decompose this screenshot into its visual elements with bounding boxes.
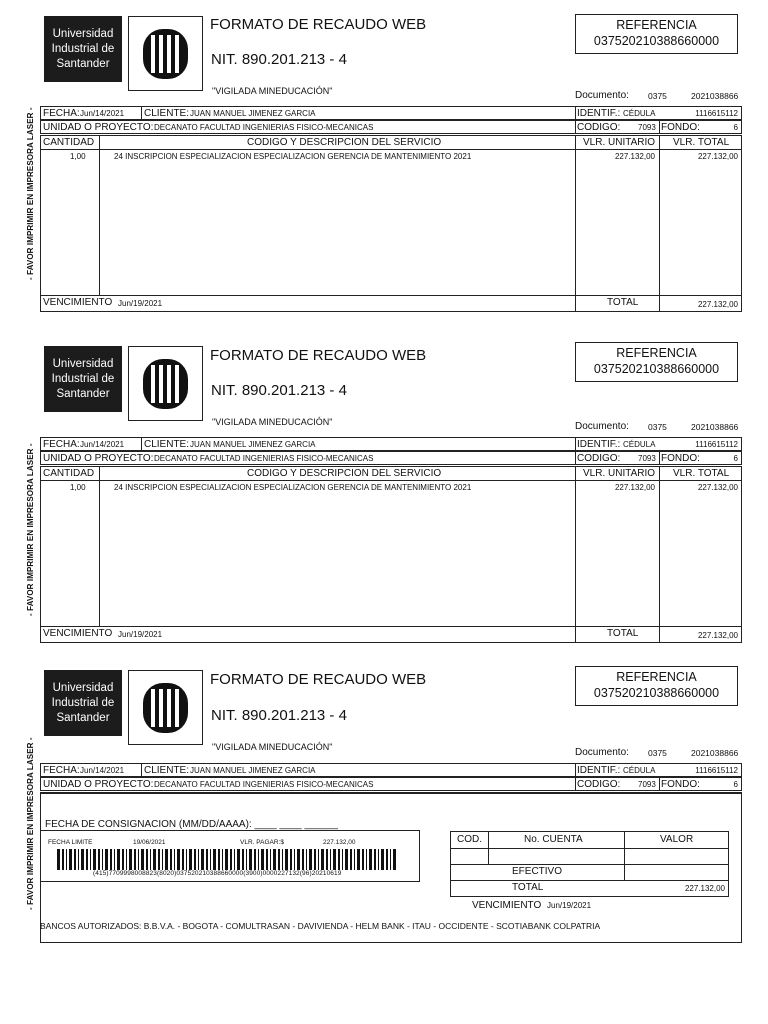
documento-number: 2021038866 [691, 91, 739, 101]
pay-total-label: TOTAL [512, 882, 544, 893]
header-unitario: VLR. UNITARIO [583, 468, 656, 479]
logo-line-2: Industrial de [51, 696, 115, 709]
header-descripcion: CODIGO Y DESCRIPCION DEL SERVICIO [247, 137, 442, 148]
referencia-box [575, 342, 738, 382]
codigo-value: 7093 [638, 123, 656, 132]
cliente-label: CLIENTE: [144, 108, 190, 119]
fecha-label: FECHA: [43, 439, 80, 450]
cliente-value: JUAN MANUEL JIMENEZ GARCIA [190, 766, 316, 775]
cliente-value: JUAN MANUEL JIMENEZ GARCIA [190, 109, 316, 118]
documento-number: 2021038866 [691, 748, 739, 758]
fondo-value: 6 [733, 454, 738, 463]
cliente-label: CLIENTE: [144, 439, 190, 450]
codigo-label: CODIGO: [577, 453, 621, 464]
documento-label: Documento: [575, 747, 629, 758]
identif-value: 1116615112 [695, 766, 738, 775]
uis-emblem-icon [128, 670, 203, 745]
item-total: 227.132,00 [697, 483, 738, 492]
item-cantidad: 1,00 [70, 483, 86, 492]
payment-table [450, 831, 729, 897]
referencia-box [575, 666, 738, 706]
unidad-value: DECANATO FACULTAD INGENIERIAS FISICO-MECANICAS [154, 454, 374, 463]
total-label: TOTAL [607, 628, 639, 639]
header-cantidad: CANTIDAD [43, 468, 95, 479]
item-descripcion: 24 INSCRIPCION ESPECIALIZACION ESPECIALIZACION GERENCIA DE MANTENIMIENTO 2021 [114, 152, 472, 161]
item-cantidad: 1,00 [70, 152, 86, 161]
referencia-label: REFERENCIA [616, 670, 697, 684]
referencia-value: 037520210388660000 [593, 362, 720, 376]
header-cantidad: CANTIDAD [43, 137, 95, 148]
codigo-label: CODIGO: [577, 122, 621, 133]
item-unitario: 227.132,00 [614, 152, 655, 161]
codigo-value: 7093 [638, 780, 656, 789]
fecha-cliente-row [40, 437, 742, 451]
side-print-note: - FAVOR IMPRIMIR EN IMPRESORA LASER - [26, 737, 35, 910]
item-total: 227.132,00 [697, 152, 738, 161]
cliente-label: CLIENTE: [144, 765, 190, 776]
header-total: VLR. TOTAL [673, 468, 730, 479]
nit-number: NIT. 890.201.213 - 4 [211, 51, 347, 68]
fecha-cliente-row [40, 106, 742, 120]
fecha-cliente-row [40, 763, 742, 777]
documento-number: 2021038866 [691, 422, 739, 432]
cliente-value: JUAN MANUEL JIMENEZ GARCIA [190, 440, 316, 449]
fondo-label: FONDO: [661, 453, 700, 464]
side-print-note: - FAVOR IMPRIMIR EN IMPRESORA LASER - [26, 107, 35, 280]
header-descripcion: CODIGO Y DESCRIPCION DEL SERVICIO [247, 468, 442, 479]
university-logo [44, 16, 122, 82]
fondo-label: FONDO: [661, 779, 700, 790]
documento-label: Documento: [575, 90, 629, 101]
barcode-text: (415)7709998008823(8020)037520210388660000(3900)0000227132(96)20210619 [93, 870, 342, 877]
vlr-pagar-value: 227.132,00 [323, 839, 356, 846]
bank-vencimiento-value: Jun/19/2021 [547, 901, 592, 910]
fecha-label: FECHA: [43, 108, 80, 119]
fondo-label: FONDO: [661, 122, 700, 133]
vencimiento-value: Jun/19/2021 [118, 630, 163, 639]
documento-code: 0375 [648, 422, 667, 432]
uis-emblem-icon [128, 16, 203, 91]
barcode-box [40, 830, 420, 882]
unidad-value: DECANATO FACULTAD INGENIERIAS FISICO-MECANICAS [154, 123, 374, 132]
vigilada-note: "VIGILADA MINEDUCACIÓN" [212, 742, 333, 752]
nit-number: NIT. 890.201.213 - 4 [211, 382, 347, 399]
unidad-row [40, 451, 742, 465]
consignacion-line: FECHA DE CONSIGNACION (MM/DD/AAAA): ____ ____ ______ [45, 819, 338, 830]
logo-line-1: Universidad [52, 681, 114, 694]
items-table [40, 466, 742, 643]
vencimiento-label: VENCIMIENTO [43, 628, 113, 639]
vencimiento-label: VENCIMIENTO [43, 297, 113, 308]
identif-type: CÉDULA [623, 440, 656, 449]
unidad-label: UNIDAD O PROYECTO: [43, 779, 154, 790]
university-logo [44, 670, 122, 736]
valor-label: VALOR [660, 834, 694, 845]
vigilada-note: "VIGILADA MINEDUCACIÓN" [212, 86, 333, 96]
logo-line-1: Universidad [52, 357, 114, 370]
unidad-label: UNIDAD O PROYECTO: [43, 453, 154, 464]
identif-label: IDENTIF.: [577, 439, 621, 450]
fecha-value: Jun/14/2021 [80, 440, 125, 449]
logo-line-1: Universidad [52, 27, 114, 40]
identif-value: 1116615112 [695, 109, 738, 118]
items-table [40, 135, 742, 312]
form-title: FORMATO DE RECAUDO WEB [210, 671, 427, 688]
documento-label: Documento: [575, 421, 629, 432]
fecha-limite-label: FECHA LIMITE [48, 839, 93, 846]
item-unitario: 227.132,00 [614, 483, 655, 492]
vencimiento-value: Jun/19/2021 [118, 299, 163, 308]
referencia-label: REFERENCIA [616, 346, 697, 360]
identif-label: IDENTIF.: [577, 108, 621, 119]
logo-line-3: Santander [56, 387, 110, 400]
total-value: 227.132,00 [697, 300, 738, 309]
unidad-row [40, 777, 742, 791]
logo-line-2: Industrial de [51, 372, 115, 385]
identif-type: CÉDULA [623, 109, 656, 118]
form-title: FORMATO DE RECAUDO WEB [210, 347, 427, 364]
unidad-row [40, 120, 742, 134]
unidad-label: UNIDAD O PROYECTO: [43, 122, 154, 133]
referencia-box [575, 14, 738, 54]
logo-line-3: Santander [56, 711, 110, 724]
item-descripcion: 24 INSCRIPCION ESPECIALIZACION ESPECIALIZACION GERENCIA DE MANTENIMIENTO 2021 [114, 483, 472, 492]
fecha-value: Jun/14/2021 [80, 109, 125, 118]
fecha-limite-value: 19/06/2021 [133, 839, 166, 846]
barcode-icon [57, 849, 402, 870]
identif-label: IDENTIF.: [577, 765, 621, 776]
identif-value: 1116615112 [695, 440, 738, 449]
documento-code: 0375 [648, 91, 667, 101]
referencia-value: 037520210388660000 [593, 686, 720, 700]
total-label: TOTAL [607, 297, 639, 308]
logo-line-3: Santander [56, 57, 110, 70]
fecha-value: Jun/14/2021 [80, 766, 125, 775]
total-value: 227.132,00 [697, 631, 738, 640]
codigo-label: CODIGO: [577, 779, 621, 790]
cuenta-label: No. CUENTA [524, 834, 583, 845]
codigo-value: 7093 [638, 454, 656, 463]
bancos-autorizados: BANCOS AUTORIZADOS: B.B.V.A. - BOGOTA - COMULTRASAN - DAVIVIENDA - HELM BANK - ITAU - OCCIDENTE - SCOTIABANK COLPATRIA [40, 921, 601, 931]
side-print-note: - FAVOR IMPRIMIR EN IMPRESORA LASER - [26, 443, 35, 616]
efectivo-label: EFECTIVO [512, 866, 563, 877]
bank-vencimiento-label: VENCIMIENTO [472, 900, 542, 911]
referencia-label: REFERENCIA [616, 18, 697, 32]
pay-total-value: 227.132,00 [684, 884, 725, 893]
header-total: VLR. TOTAL [673, 137, 730, 148]
identif-type: CÉDULA [623, 766, 656, 775]
fondo-value: 6 [733, 780, 738, 789]
nit-number: NIT. 890.201.213 - 4 [211, 707, 347, 724]
cod-label: COD. [457, 834, 482, 845]
fondo-value: 6 [733, 123, 738, 132]
vlr-pagar-label: VLR. PAGAR:$ [240, 839, 284, 846]
documento-code: 0375 [648, 748, 667, 758]
fecha-label: FECHA: [43, 765, 80, 776]
university-logo [44, 346, 122, 412]
logo-line-2: Industrial de [51, 42, 115, 55]
header-unitario: VLR. UNITARIO [583, 137, 656, 148]
unidad-value: DECANATO FACULTAD INGENIERIAS FISICO-MECANICAS [154, 780, 374, 789]
form-title: FORMATO DE RECAUDO WEB [210, 16, 427, 33]
vigilada-note: "VIGILADA MINEDUCACIÓN" [212, 417, 333, 427]
referencia-value: 037520210388660000 [593, 34, 720, 48]
uis-emblem-icon [128, 346, 203, 421]
